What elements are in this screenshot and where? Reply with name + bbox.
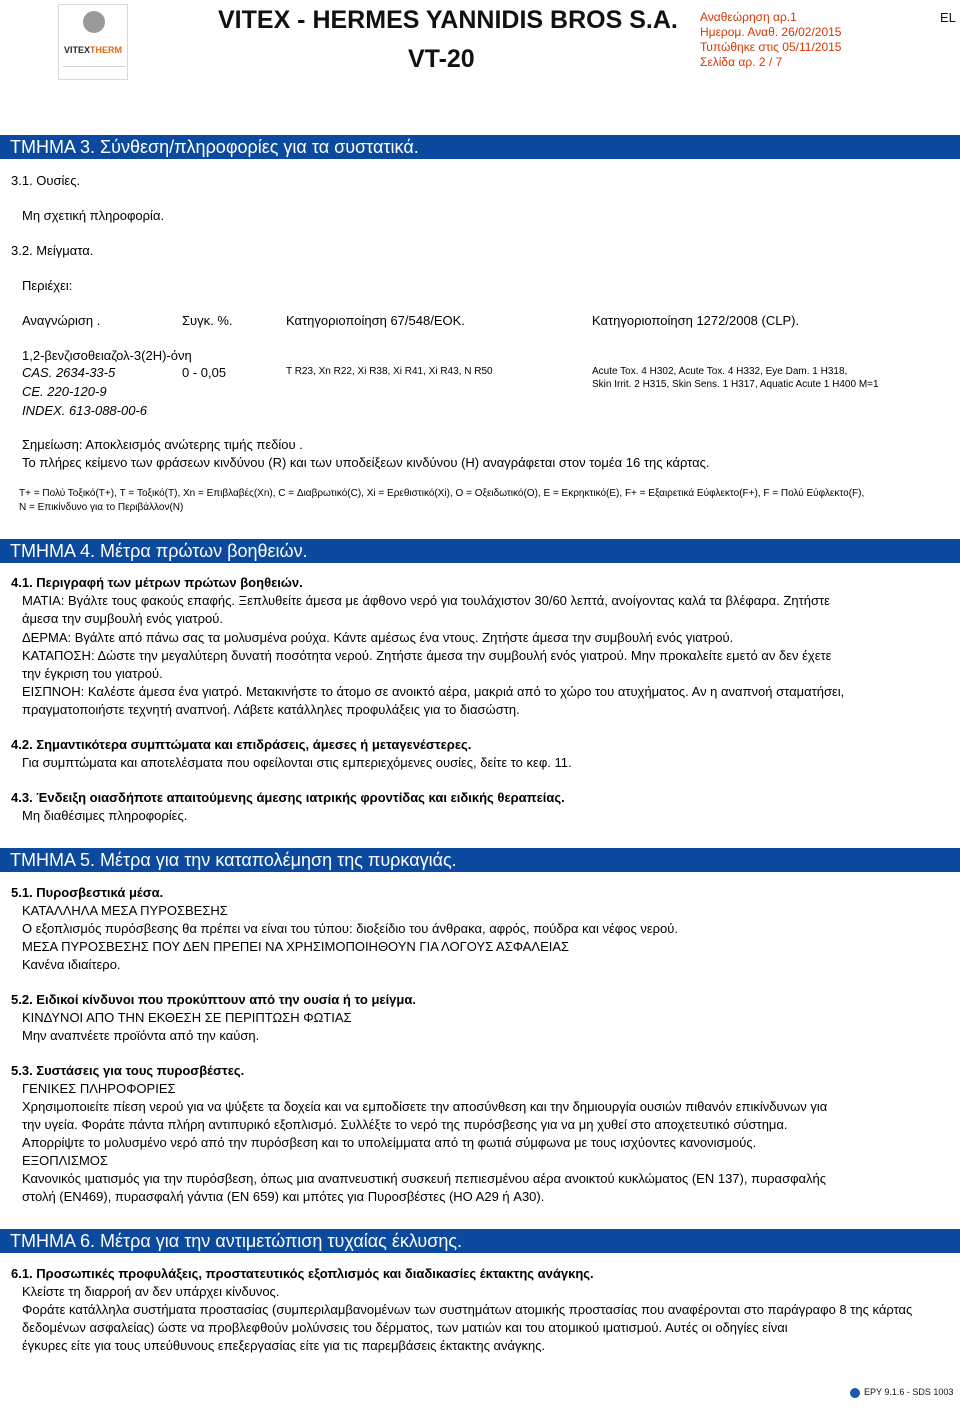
- revision-info: [700, 10, 841, 70]
- subsection-4-2: 4.2. Σημαντικότερα συμπτώματα και επιδράσεις, άμεσες ή μεταγενέστερες.: [11, 737, 472, 752]
- first-aid-inhalation: ΕΙΣΠΝΟΗ: Καλέστε άμεσα ένα γιατρό. Μετακινήστε το άτομο σε ανοικτό αέρα, μακριά από το χώρο του ατυχήματος. Αν η αναπνοή σταματήσει,: [22, 684, 845, 699]
- precaution-line-2: Φοράτε κατάλληλα συστήματα προστασίας (συμπεριλαμβανομένων των συστημάτων ατομικής προστασίας που αναφέρονται στο παράγραφο 8 της κάρτας: [22, 1302, 913, 1317]
- logo-text: VITEXTHERM: [63, 45, 122, 55]
- note-line-1: Σημείωση: Αποκλεισμός ανώτερης τιμής πεδίου .: [22, 437, 303, 452]
- subsection-5-1: 5.1. Πυροσβεστικά μέσα.: [11, 885, 164, 900]
- subsection-6-1: 6.1. Προσωπικές προφυλάξεις, προστατευτικός εξοπλισμός και διαδικασίες έκτακτης ανάγκης.: [11, 1266, 594, 1281]
- first-aid-ingestion-cont: την έγκριση του γιατρού.: [22, 666, 163, 681]
- logo-underline: [63, 59, 125, 73]
- first-aid-skin: ΔΕΡΜΑ: Βγάλτε από πάνω σας τα μολυσμένα ρούχα. Κάντε αμέσως ένα ντους. Ζητήστε άμεσα την συμβουλή ενός γιατρού.: [22, 630, 734, 645]
- subsection-3-1: 3.1. Ουσίες.: [11, 173, 81, 188]
- r-phrases: T R23, Xn R22, Xi R38, Xi R41, Xi R43, N R50: [286, 366, 493, 377]
- section-3-heading: ΤΜΗΜΑ 3. Σύνθεση/πληροφορίες για τα συστατικά.: [0, 135, 960, 159]
- col-classification-67-548: Κατηγοριοποίηση 67/548/ΕΟΚ.: [286, 313, 465, 328]
- concentration-value: 0 - 0,05: [182, 365, 227, 380]
- language-code: EL: [940, 10, 956, 25]
- suitable-media-heading: ΚΑΤΑΛΛΗΛΑ ΜΕΣΑ ΠΥΡΟΣΒΕΣΗΣ: [22, 903, 228, 918]
- clp-classes-line-1: Acute Tox. 4 H302, Acute Tox. 4 H332, Eye Dam. 1 H318,: [592, 366, 848, 377]
- general-info-line-2: την υγεία. Φοράτε πάντα πλήρη αντιπυρικό εξοπλισμό. Συλλέξτε το νερό της πυρόσβεσης για να μη χυθεί στο αποχετευτικό σύστημα.: [22, 1117, 788, 1132]
- subsection-5-3: 5.3. Συστάσεις για τους πυροσβέστες.: [11, 1063, 245, 1078]
- logo-emblem-icon: [83, 11, 105, 33]
- precaution-line-4: έγκυρες είτε για τους υπεύθυνους επεξεργασίας είτε για τις παρεμβάσεις έκτακτης ανάγκης.: [22, 1338, 546, 1353]
- revision-date: Ημερομ. Αναθ. 26/02/2015: [700, 25, 842, 39]
- fire-hazards-text: Μην αναπνέετε προϊόντα από την καύση.: [22, 1028, 260, 1043]
- subsection-4-1: 4.1. Περιγραφή των μέτρων πρώτων βοηθειών.: [11, 575, 303, 590]
- section-4-heading: ΤΜΗΜΑ 4. Μέτρα πρώτων βοηθειών.: [0, 539, 960, 563]
- general-info-line-1: Χρησιμοποιείτε πίεση νερού για να ψύξετε τα δοχεία και να εμποδίσετε την αποσύνθεση και την δημιουργία ουσιών πιθανόν επικίνδυνων για: [22, 1099, 828, 1114]
- ce-number: CE. 220-120-9: [22, 384, 107, 399]
- footer-version: EPY 9.1.6 - SDS 1003: [864, 1387, 954, 1397]
- precaution-line-1: Κλείστε τη διαρροή αν δεν υπάρχει κίνδυνος.: [22, 1284, 280, 1299]
- general-info-line-3: Απορρίψτε το μολυσμένο νερό από την πυρόσβεση και το υπολείμματα από τη φωτιά σύμφωνα με τους ισχύοντες κανονισμούς.: [22, 1135, 757, 1150]
- contains-label: Περιέχει:: [22, 278, 73, 293]
- company-logo: [58, 4, 128, 80]
- first-aid-eyes: ΜΑΤΙΑ: Βγάλτε τους φακούς επαφής. Ξεπλυθείτε άμεσα με άφθονο νερό για τουλάχιστον 30/60 λεπτά, ανοίγοντας καλά τα βλέφαρα. Ζητήστε: [22, 593, 830, 608]
- page-number: Σελίδα αρ. 2 / 7: [700, 55, 783, 69]
- note-line-2: Το πλήρες κείμενο των φράσεων κινδύνου (R) και των υποδείξεων κινδύνου (H) αναγράφεται στον τομέα 16 της κάρτας.: [22, 455, 710, 470]
- equipment-heading: ΕΞΟΠΛΙΣΜΟΣ: [22, 1153, 108, 1168]
- print-date: Τυπώθηκε στις 05/11/2015: [700, 40, 842, 54]
- col-concentration: Συγκ. %.: [182, 313, 233, 328]
- subsection-4-2-text: Για συμπτώματα και αποτελέσματα που οφείλονται στις εμπεριεχόμενες ουσίες, δείτε το κεφ. 11.: [22, 755, 572, 770]
- col-classification-1272: Κατηγοριοποίηση 1272/2008 (CLP).: [592, 313, 800, 328]
- subsection-4-3-text: Μη διαθέσιμες πληροφορίες.: [22, 808, 188, 823]
- precaution-line-3: δεδομένων ασφαλείας) ώστε να προβλεφθούν μολύνσεις του δέρματος, των ματιών και του ατομικού ιματισμού. Αυτές οι οδηγίες είναι: [22, 1320, 788, 1335]
- first-aid-inhalation-cont: πραγματοποιήστε τεχνητή αναπνοή. Λάβετε κατάλληλες προφυλάξεις για το διασώστη.: [22, 702, 520, 717]
- section-5-heading: ΤΜΗΜΑ 5. Μέτρα για την καταπολέμηση της πυρκαγιάς.: [0, 848, 960, 872]
- subsection-4-3: 4.3. Ένδειξη οιασδήποτε απαιτούμενης άμεσης ιατρικής φροντίδας και ειδικής θεραπείας.: [11, 790, 565, 805]
- col-identification: Αναγνώριση .: [22, 313, 101, 328]
- unsuitable-media-heading: ΜΕΣΑ ΠΥΡΟΣΒΕΣΗΣ ΠΟΥ ΔΕΝ ΠΡΕΠΕΙ ΝΑ ΧΡΗΣΙΜΟΠΟΙΗΘΟΥΝ ΓΙΑ ΛΟΓΟΥΣ ΑΣΦΑΛΕΙΑΣ: [22, 939, 570, 954]
- clp-classes-line-2: Skin Irrit. 2 H315, Skin Sens. 1 H317, Aquatic Acute 1 H400 M=1: [592, 379, 879, 390]
- product-code: VT-20: [408, 45, 475, 73]
- subsection-3-1-text: Μη σχετική πληροφορία.: [22, 208, 165, 223]
- first-aid-ingestion: ΚΑΤΑΠΟΣΗ: Δώστε την μεγαλύτερη δυνατή ποσότητα νερού. Ζητήστε άμεσα την συμβουλή ενός γιατρού. Μην προκαλείτε εμετό αν δεν έχετε: [22, 648, 832, 663]
- suitable-media-text: Ο εξοπλισμός πυρόσβεσης θα πρέπει να είναι του τύπου: διοξείδιο του άνθρακα, αφρός, πούδρα και νέφος νερού.: [22, 921, 678, 936]
- substance-name: 1,2-βενζισοθειαζολ-3(2H)-όνη: [22, 348, 192, 363]
- section-6-heading: ΤΜΗΜΑ 6. Μέτρα για την αντιμετώπιση τυχαίας έκλυσης.: [0, 1229, 960, 1253]
- revision-number: Αναθεώρηση αρ.1: [700, 10, 797, 24]
- equipment-line-1: Κανονικός ιματισμός για την πυρόσβεση, όπως μια αναπνευστική συσκευή πεπιεσμένου αέρα ανοικτού κυκλώματος (EN 137), πυρασφαλής: [22, 1171, 827, 1186]
- footer-logo-icon: [850, 1388, 860, 1398]
- fire-hazards-heading: ΚΙΝΔΥΝΟΙ ΑΠΟ ΤΗΝ ΕΚΘΕΣΗ ΣΕ ΠΕΡΙΠΤΩΣΗ ΦΩΤΙΑΣ: [22, 1010, 352, 1025]
- unsuitable-media-text: Κανένα ιδιαίτερο.: [22, 957, 121, 972]
- subsection-3-2: 3.2. Μείγματα.: [11, 243, 94, 258]
- cas-number: CAS. 2634-33-5: [22, 365, 116, 380]
- first-aid-eyes-cont: άμεσα την συμβουλή ενός γιατρού.: [22, 611, 223, 626]
- company-name: VITEX - HERMES YANNIDIS BROS S.A.: [218, 6, 678, 34]
- index-number: INDEX. 613-088-00-6: [22, 403, 148, 418]
- general-info-heading: ΓΕΝΙΚΕΣ ΠΛΗΡΟΦΟΡΙΕΣ: [22, 1081, 176, 1096]
- legend-line-1: T+ = Πολύ Τοξικό(T+), T = Τοξικό(T), Xn = Επιβλαβές(Xn), C = Διαβρωτικό(C), Xi = Ερεθιστικό(Xi), O = Οξειδωτικό(O), E = Εκρηκτικό(E), F+ = Εξαιρετικά Εύφλεκτο(F+), F = Πολύ Εύφλεκτο(F),: [19, 488, 865, 499]
- subsection-5-2: 5.2. Ειδικοί κίνδυνοι που προκύπτουν από την ουσία ή το μείγμα.: [11, 992, 416, 1007]
- legend-line-2: N = Επικίνδυνο για το Περιβάλλον(N): [19, 502, 184, 513]
- equipment-line-2: στολή (EN469), πυρασφαλή γάντια (EN 659) και μπότες για Πυροσβέστες (HO A29 ή A30).: [22, 1189, 545, 1204]
